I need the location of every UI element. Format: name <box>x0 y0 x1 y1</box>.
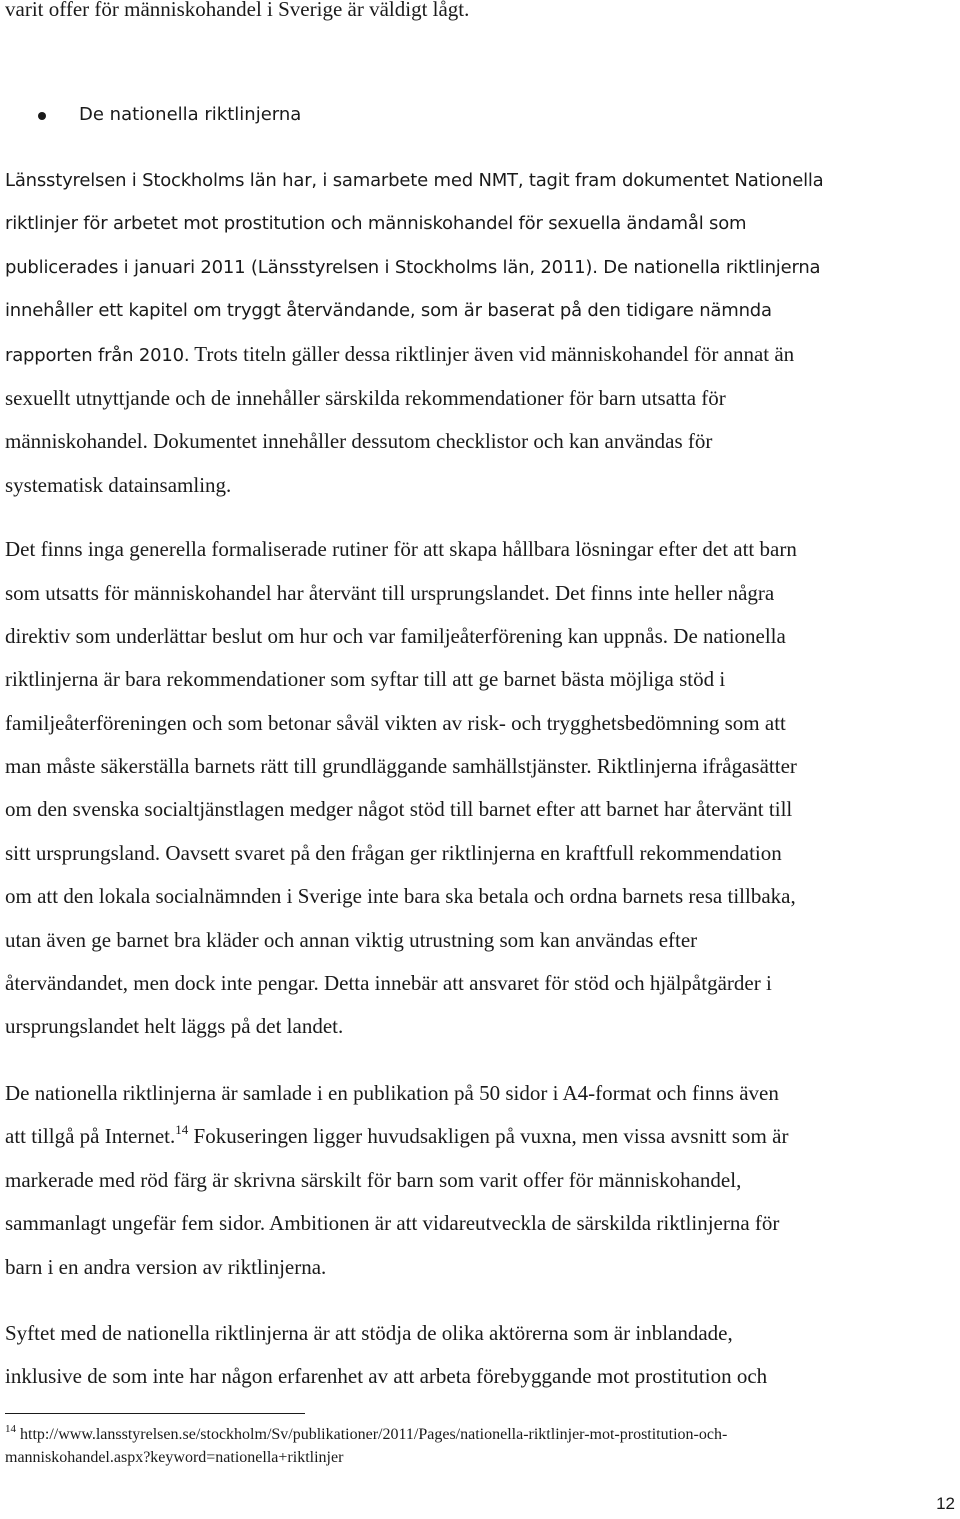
text-line: inklusive de som inte har någon erfarenhet av att arbeta förebyggande mot prostitution och <box>5 1364 768 1388</box>
text-segment: rapporten från 2010. <box>5 345 190 366</box>
text-line: innehåller ett kapitel om tryggt återvändande, som är baserat på den tidigare nämnda <box>5 300 772 321</box>
text-line: sexuellt utnyttjande och de innehåller särskilda rekommendationer för barn utsatta för <box>5 386 726 410</box>
footnote-number: 14 <box>5 1423 16 1435</box>
text-line: man måste säkerställa barnets rätt till grundläggande samhällstjänster. Riktlinjerna ifrågasätter <box>5 754 797 778</box>
text-line: ursprungslandet helt läggs på det landet. <box>5 1014 344 1038</box>
text-line: barn i en andra version av riktlinjerna. <box>5 1255 327 1279</box>
text-line: systematisk datainsamling. <box>5 473 232 497</box>
text-line: riktlinjerna är bara rekommendationer som syftar till att ge barnet bästa möjliga stöd i <box>5 667 726 691</box>
text-line: sammanlagt ungefär fem sidor. Ambitionen är att vidareutveckla de särskilda riktlinjerna för <box>5 1211 780 1235</box>
text-line: publicerades i januari 2011 (Länsstyrelsen i Stockholms län, 2011). De nationella riktlinjerna <box>5 257 821 278</box>
text-line: De nationella riktlinjerna är samlade i en publikation på 50 sidor i A4-format och finns även <box>5 1081 779 1105</box>
text-segment: Trots titeln gäller dessa riktlinjer även vid människohandel för annat än <box>194 342 795 366</box>
text-line: återvändandet, men dock inte pengar. Detta innebär att ansvaret för stöd och hjälpåtgärder i <box>5 971 772 995</box>
text-line: riktlinjer för arbetet mot prostitution och människohandel för sexuella ändamål som <box>5 213 747 234</box>
text-line: utan även ge barnet bra kläder och annan viktig utrustning som kan användas efter <box>5 928 698 952</box>
text-line: Det finns inga generella formaliserade rutiner för att skapa hållbara lösningar efter det att barn <box>5 537 797 561</box>
text-segment: att tillgå på Internet. <box>5 1124 176 1148</box>
text-line <box>5 1123 788 1149</box>
text-line: sitt ursprungsland. Oavsett svaret på den frågan ger riktlinjerna en kraftfull rekommendation <box>5 841 782 865</box>
text-line: familjeåterföreningen och som betonar såväl vikten av risk- och trygghetsbedömning som att <box>5 711 786 735</box>
text-line: Syftet med de nationella riktlinjerna är att stödja de olika aktörerna som är inblandade, <box>5 1321 733 1345</box>
text-line: direktiv som underlättar beslut om hur och var familjeåterförening kan uppnås. De nationella <box>5 624 786 648</box>
footnote-line <box>5 1425 727 1445</box>
text-line: människohandel. Dokumentet innehåller dessutom checklistor och kan användas för <box>5 429 713 453</box>
text-line: Länsstyrelsen i Stockholms län har, i samarbete med NMT, tagit fram dokumentet Nationella <box>5 170 824 191</box>
continued-text-line: varit offer för människohandel i Sverige är väldigt lågt. <box>5 0 470 21</box>
footnote-reference: 14 <box>175 1122 189 1137</box>
text-line: markerade med röd färg är skrivna särskilt för barn som varit offer för människohandel, <box>5 1168 742 1192</box>
text-line: om att den lokala socialnämnden i Sverige inte bara ska betala och ordna barnets resa tillbaka, <box>5 884 796 908</box>
footnote-url-part: http://www.lansstyrelsen.se/stockholm/Sv/publikationer/2011/Pages/nationella-riktlinjer-mot-prostitution-och- <box>20 1426 728 1443</box>
bullet-heading: De nationella riktlinjerna <box>79 104 302 125</box>
page-number: 12 <box>936 1494 955 1513</box>
bullet-dot-icon <box>38 112 46 120</box>
footnote-divider <box>5 1413 305 1414</box>
text-line: om den svenska socialtjänstlagen medger något stöd till barnet efter att barnet har återvänt till <box>5 797 793 821</box>
text-segment: Fokuseringen ligger huvudsakligen på vuxna, men vissa avsnitt som är <box>193 1124 789 1148</box>
text-line: som utsatts för människohandel har återvänt till ursprungslandet. Det finns inte heller några <box>5 581 775 605</box>
footnote-line: manniskohandel.aspx?keyword=nationella+riktlinjer <box>5 1449 344 1466</box>
text-line <box>5 341 794 369</box>
